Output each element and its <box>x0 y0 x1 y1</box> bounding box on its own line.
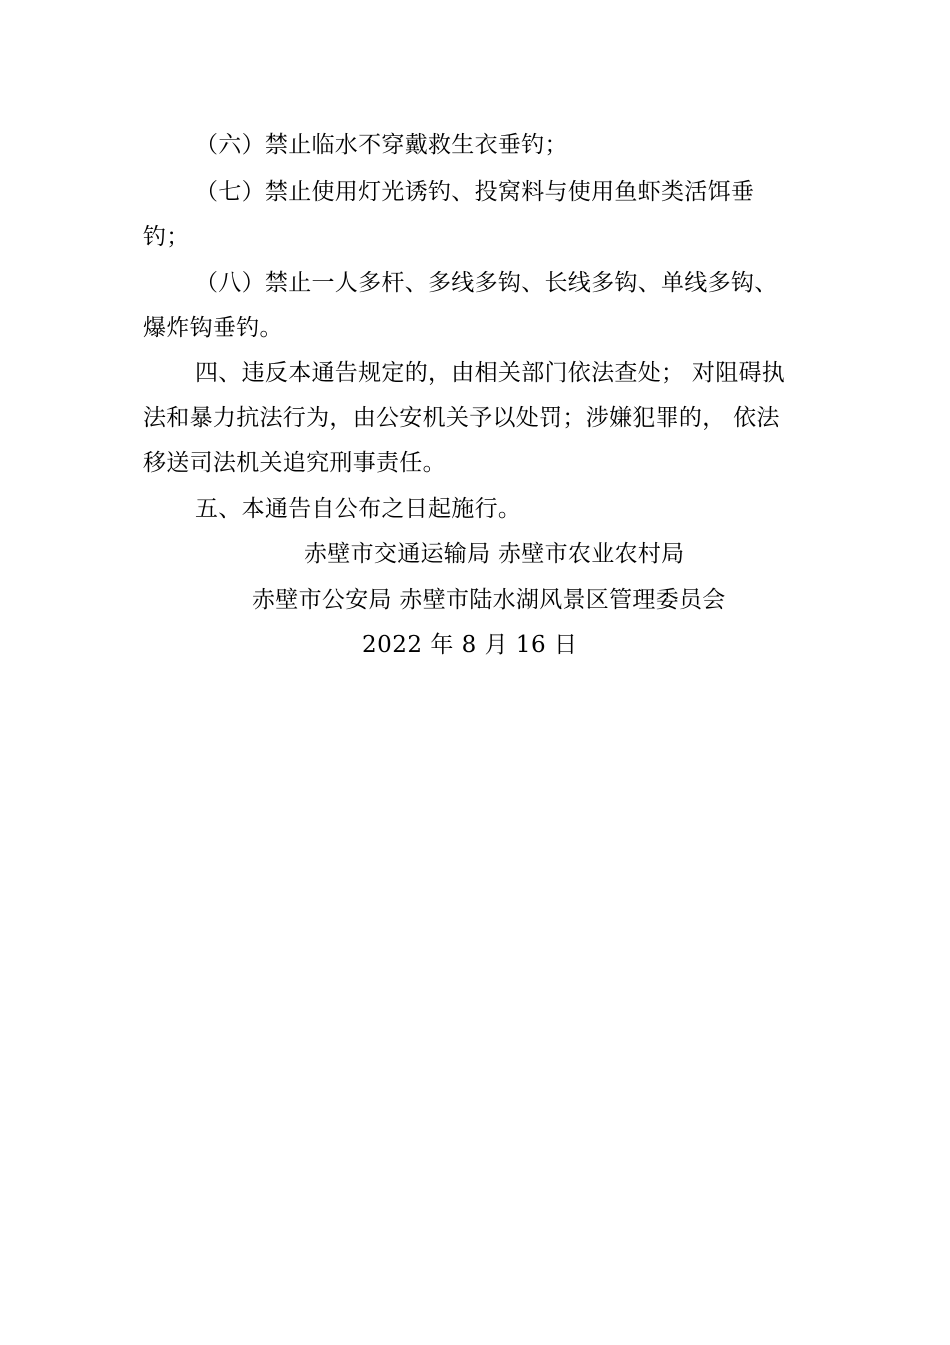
item-7-text-line-2: 钓； <box>143 224 190 250</box>
section-5-text: 五、本通告自公布之日起施行。 <box>195 496 522 522</box>
section-4-line-3: 移送司法机关追究刑事责任。 <box>143 450 446 476</box>
document-date: 2022 年 8 月 16 日 <box>362 632 578 658</box>
section-4-line-2: 法和暴力抗法行为，由公安机关予以处罚；涉嫌犯罪的， 依法 <box>143 405 780 431</box>
item-7-text-line-1: （七）禁止使用灯光诱钓、投窝料与使用鱼虾类活饵垂 <box>195 179 755 205</box>
signature-line-1: 赤壁市交通运输局 赤壁市农业农村局 <box>304 541 685 567</box>
item-8-text-line-2: 爆炸钩垂钓。 <box>143 315 283 341</box>
item-8-text-line-1: （八）禁止一人多杆、多线多钩、长线多钩、单线多钩、 <box>195 270 778 296</box>
signature-line-2: 赤壁市公安局 赤壁市陆水湖风景区管理委员会 <box>252 587 726 613</box>
section-4-line-1: 四、违反本通告规定的，由相关部门依法查处； 对阻碍执 <box>195 360 786 386</box>
item-6-text: （六）禁止临水不穿戴救生衣垂钓； <box>195 132 568 158</box>
